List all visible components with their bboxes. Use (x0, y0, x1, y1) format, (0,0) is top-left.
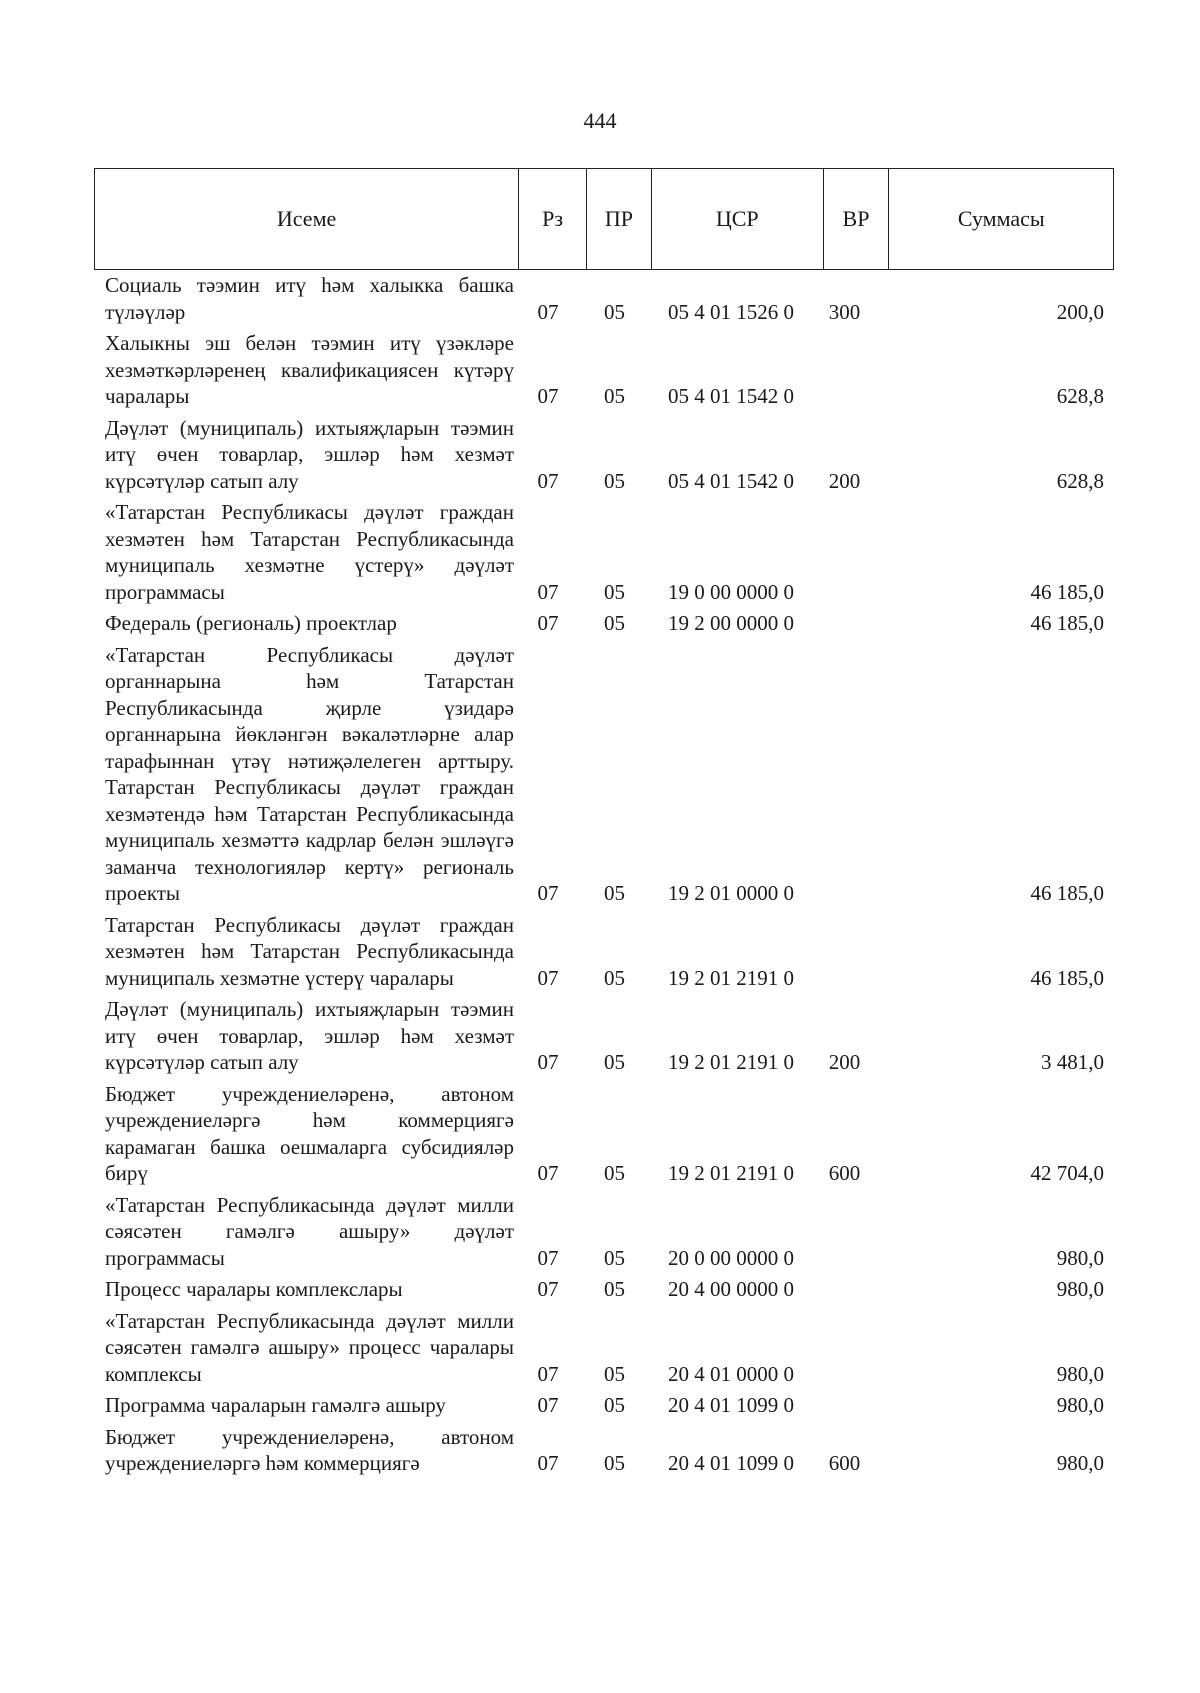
row-sum: 3 481,0 (1041, 1050, 1104, 1074)
table-row (94, 499, 1114, 605)
row-csr: 20 0 00 0000 0 (668, 1245, 794, 1270)
row-rz: 07 (537, 965, 559, 990)
row-pr: 05 (604, 579, 625, 604)
row-name: Бюджет учреждениеләренә, автоном учреждениеләргә һәм коммерциягә (105, 1424, 514, 1475)
table-row (94, 996, 1114, 1076)
row-name: Дәүләт (муниципаль) ихтыяҗларын тәэмин итү өчен товарлар, эшләр һәм хезмәт күрсәтүләр сатып алу (105, 415, 514, 493)
row-vr: 300 (828, 299, 861, 324)
header-vr: ВР (824, 169, 890, 269)
row-rz: 07 (537, 611, 559, 635)
row-pr: 05 (604, 1361, 625, 1386)
row-csr: 05 4 01 1542 0 (668, 468, 794, 493)
row-pr: 05 (604, 965, 625, 990)
row-name: «Татарстан Республикасында дәүләт милли сәясәтен гамәлгә ашыру» процесс чаралары комплексы (105, 1308, 514, 1386)
row-rz: 07 (537, 1277, 559, 1301)
row-sum: 46 185,0 (1030, 579, 1104, 604)
table-row (94, 1192, 1114, 1272)
row-sum: 980,0 (1056, 1245, 1104, 1270)
row-name: «Татарстан Республикасында дәүләт милли сәясәтен гамәлгә ашыру» дәүләт программасы (105, 1192, 514, 1270)
row-vr: 200 (828, 468, 861, 493)
row-pr: 05 (604, 1277, 625, 1301)
row-name: Социаль тәэмин итү һәм халыкка башка түләүләр (105, 273, 514, 324)
row-rz: 07 (537, 881, 559, 905)
table-header (94, 168, 1114, 270)
row-rz: 07 (537, 384, 559, 408)
row-pr: 05 (604, 611, 625, 635)
row-pr: 05 (604, 1245, 625, 1270)
row-csr: 05 4 01 1542 0 (668, 384, 794, 408)
header-pr: ПР (587, 169, 652, 269)
row-vr: 600 (828, 1451, 861, 1475)
row-csr: 05 4 01 1526 0 (668, 299, 794, 324)
row-sum: 200,0 (1056, 299, 1104, 324)
row-pr: 05 (604, 1451, 625, 1475)
row-rz: 07 (537, 1245, 559, 1270)
table-row (94, 1308, 1114, 1388)
row-sum: 46 185,0 (1030, 965, 1104, 990)
row-pr: 05 (604, 384, 625, 408)
table-row (94, 1424, 1114, 1477)
row-vr: 200 (828, 1050, 861, 1074)
row-sum: 46 185,0 (1030, 611, 1104, 635)
table-row (94, 912, 1114, 992)
row-sum: 42 704,0 (1030, 1161, 1104, 1185)
table-row (94, 330, 1114, 410)
row-name: «Татарстан Республикасы дәүләт граждан хезмәтен һәм Татарстан Республикасында муниципаль хезмәтне үстерү» дәүләт программасы (105, 500, 514, 604)
row-name: Программа чараларын гамәлгә ашыру (105, 1393, 446, 1417)
row-pr: 05 (604, 1050, 625, 1074)
row-sum: 628,8 (1056, 468, 1104, 493)
header-sum: Суммасы (957, 206, 1045, 231)
row-rz: 07 (537, 1050, 559, 1074)
row-csr: 20 4 01 1099 0 (668, 1393, 794, 1417)
row-csr: 19 2 01 2191 0 (668, 1050, 794, 1074)
row-csr: 19 0 00 0000 0 (668, 579, 794, 604)
row-name: Халыкны эш белән тәэмин итү үзәкләре хезмәткәрләренең квалификациясен күтәрү чаралары (105, 331, 514, 408)
table-row (94, 610, 1114, 637)
row-pr: 05 (604, 299, 625, 324)
row-pr: 05 (604, 881, 625, 905)
row-pr: 05 (604, 1161, 625, 1185)
header-csr: ЦСР (652, 169, 824, 269)
row-csr: 20 4 00 0000 0 (668, 1277, 794, 1301)
row-sum: 980,0 (1056, 1393, 1104, 1417)
row-sum: 980,0 (1056, 1451, 1104, 1475)
table-row (94, 1081, 1114, 1187)
row-csr: 19 2 01 2191 0 (668, 965, 794, 990)
row-sum: 980,0 (1056, 1277, 1104, 1301)
page-number: 444 (583, 108, 617, 133)
table-body (94, 272, 1114, 1482)
row-csr: 19 2 00 0000 0 (668, 611, 794, 635)
row-pr: 05 (604, 1393, 625, 1417)
header-name: Исеме (95, 169, 519, 269)
row-name: Бюджет учреждениеләренә, автоном учреждениеләргә һәм коммерциягә карамаган башка оешмаларга субсидияләр бирү (105, 1081, 514, 1185)
row-sum: 980,0 (1056, 1361, 1104, 1386)
table-row (94, 272, 1114, 325)
table-row (94, 642, 1114, 907)
row-rz: 07 (537, 1161, 559, 1185)
header-rz: Рз (519, 169, 587, 269)
row-rz: 07 (537, 468, 559, 493)
row-csr: 19 2 01 2191 0 (668, 1161, 794, 1185)
table-row (94, 1392, 1114, 1419)
row-rz: 07 (537, 299, 559, 324)
table-row (94, 415, 1114, 495)
row-vr: 600 (828, 1161, 861, 1185)
row-rz: 07 (537, 579, 559, 604)
row-name: Федераль (региональ) проектлар (105, 611, 397, 635)
row-name: Процесс чаралары комплекслары (105, 1277, 403, 1301)
row-rz: 07 (537, 1393, 559, 1417)
row-rz: 07 (537, 1361, 559, 1386)
row-csr: 19 2 01 0000 0 (668, 881, 794, 905)
row-csr: 20 4 01 0000 0 (668, 1361, 794, 1386)
row-csr: 20 4 01 1099 0 (668, 1451, 794, 1475)
row-rz: 07 (537, 1451, 559, 1475)
table-row (94, 1276, 1114, 1303)
row-pr: 05 (604, 468, 625, 493)
row-name: «Татарстан Республикасы дәүләт органнарына һәм Татарстан Республикасында җирле үзидарә органнарына йөкләнгән вәкаләтләрне алар тарафыннан үтәү нәтиҗәлелеген арттыру. Татарстан Республикасы дәүләт граждан хезмәтендә һәм Татарстан Республикасында муниципаль хезмәттә кадрлар белән эшләүгә заманча технологияләр кертү» региональ проекты (105, 642, 514, 905)
row-sum: 46 185,0 (1030, 881, 1104, 905)
row-sum: 628,8 (1056, 384, 1104, 408)
row-name: Татарстан Республикасы дәүләт граждан хезмәтен һәм Татарстан Республикасында муниципаль хезмәтне үстерү чаралары (105, 912, 514, 990)
row-name: Дәүләт (муниципаль) ихтыяҗларын тәэмин итү өчен товарлар, эшләр һәм хезмәт күрсәтүләр сатып алу (105, 997, 514, 1074)
